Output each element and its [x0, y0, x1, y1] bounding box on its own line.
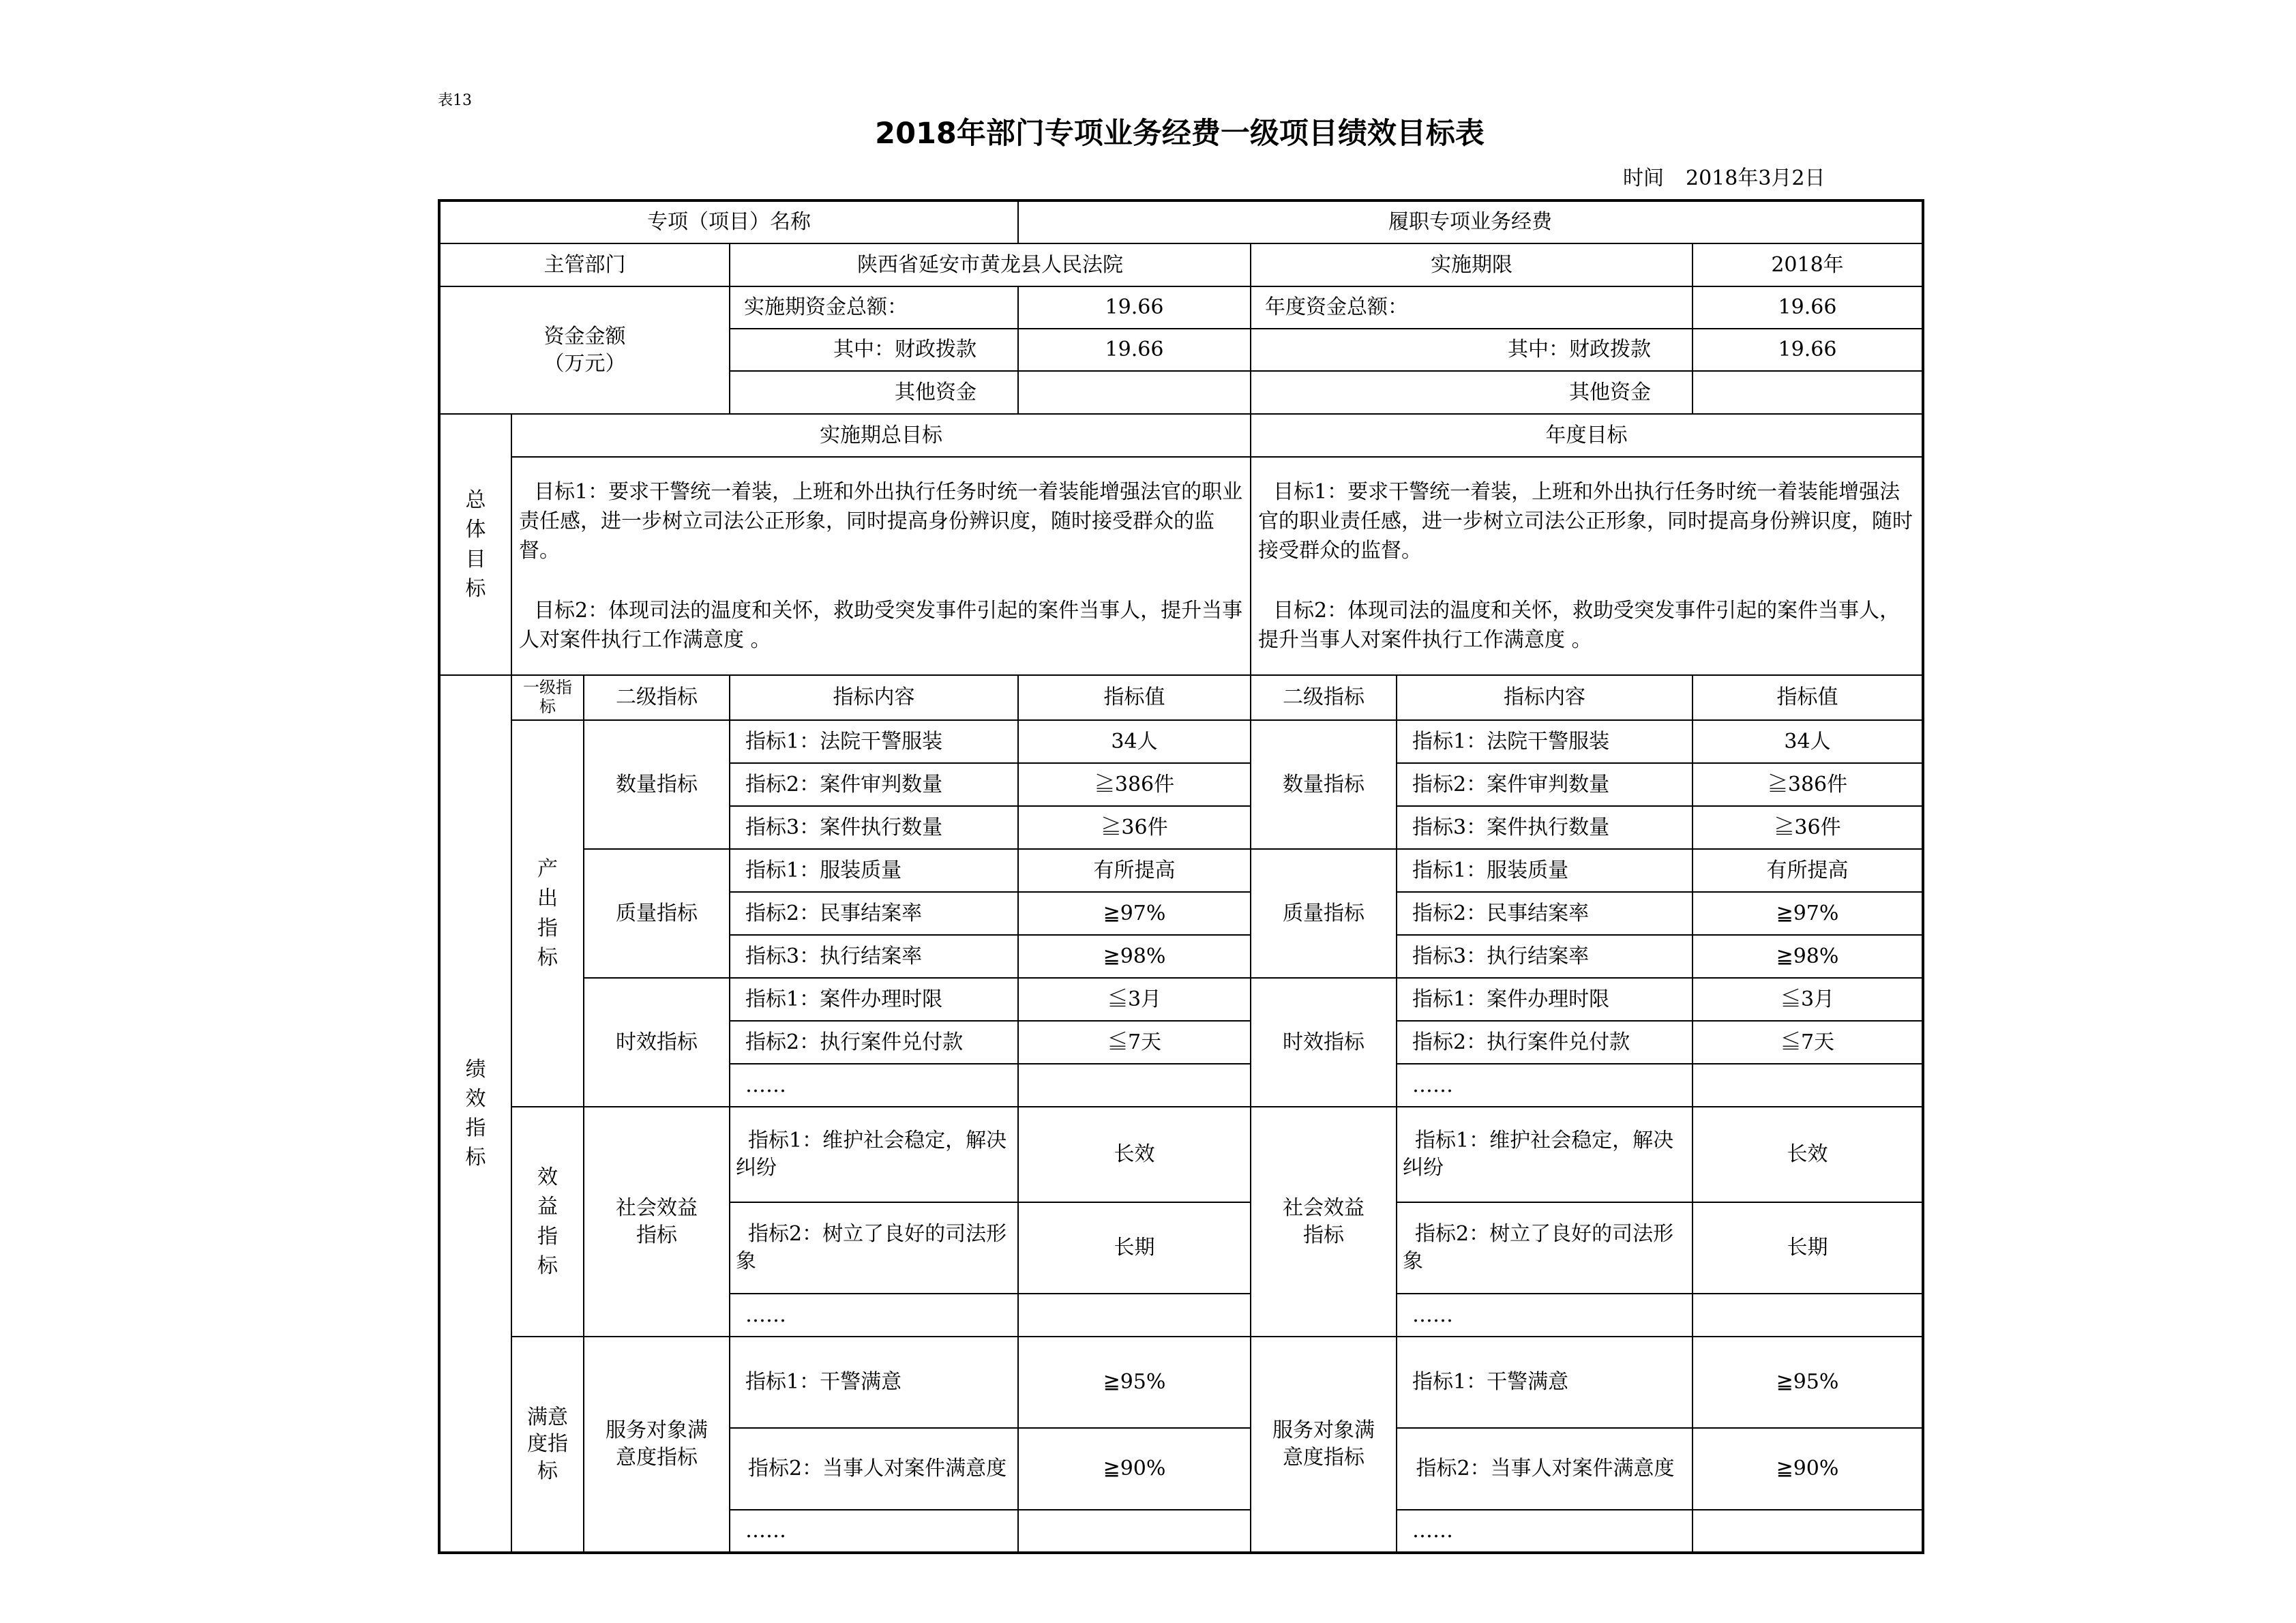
service-label: 服务对象满意度指标 [584, 1337, 730, 1553]
quality-label: 质量指标 [584, 849, 730, 978]
indicator-value: 长效 [1693, 1107, 1923, 1202]
fiscal-annual-label: 其中：财政拨款 [1251, 329, 1693, 371]
indicator-content: 指标3：案件执行数量 [730, 806, 1018, 849]
overall-goal-section-label: 总体目标 [439, 414, 511, 675]
indicator-content: 指标2：案件审判数量 [1397, 763, 1693, 806]
indicator-content: 指标1：案件办理时限 [1397, 978, 1693, 1021]
col-level1-header: 一级指标 [511, 675, 584, 720]
ellipsis-row: …… [1397, 1510, 1693, 1553]
period-goal-2: 目标2：体现司法的温度和关怀，救助受突发事件引起的案件当事人，提升当事人对案件执行工作满意度 。 [519, 598, 1243, 652]
date-line [1623, 161, 1825, 191]
timeliness-label-annual: 时效指标 [1251, 978, 1397, 1107]
indicator-value: ≧95% [1693, 1337, 1923, 1428]
benefit-indicator-label: 效益指标 [511, 1107, 584, 1337]
performance-target-table [438, 199, 1924, 1554]
dept-value: 陕西省延安市黄龙县人民法院 [730, 243, 1251, 286]
output-indicator-label: 产出指标 [511, 720, 584, 1107]
service-label-annual: 服务对象满意度指标 [1251, 1337, 1397, 1553]
ellipsis-row: …… [1397, 1064, 1693, 1107]
indicator-value: ≧98% [1018, 935, 1251, 978]
annual-goal-1: 目标1：要求干警统一着装，上班和外出执行任务时统一着装能增强法官的职业责任感，进一步树立司法公正形象，同时提高身份辨识度，随时接受群众的监督。 [1258, 480, 1913, 563]
indicator-value: 长期 [1693, 1202, 1923, 1294]
indicator-value: ≧97% [1018, 892, 1251, 935]
indicator-value: ≧386件 [1693, 763, 1923, 806]
indicator-content: 指标1：服装质量 [730, 849, 1018, 892]
annual-total-label: 年度资金总额： [1251, 286, 1693, 329]
indicator-content: 指标2：执行案件兑付款 [730, 1021, 1018, 1064]
col-value-header: 指标值 [1018, 675, 1251, 720]
indicator-value-empty [1018, 1510, 1251, 1553]
indicator-value: ≧386件 [1018, 763, 1251, 806]
quality-label-annual: 质量指标 [1251, 849, 1397, 978]
indicator-content: 指标1：法院干警服装 [1397, 720, 1693, 763]
annual-goal-header: 年度目标 [1251, 414, 1923, 457]
other-period-value [1018, 371, 1251, 414]
col-content-header: 指标内容 [730, 675, 1018, 720]
indicator-value: ≦7天 [1693, 1021, 1923, 1064]
indicator-value: ≧36件 [1693, 806, 1923, 849]
indicator-content: 指标1：案件办理时限 [730, 978, 1018, 1021]
indicator-value-empty [1018, 1064, 1251, 1107]
page-title: 2018年部门专项业务经费一级项目绩效目标表 [875, 117, 1485, 151]
indicator-content: 指标2：树立了良好的司法形象 [730, 1202, 1018, 1294]
quantity-label-annual: 数量指标 [1251, 720, 1397, 849]
indicator-value: ≧36件 [1018, 806, 1251, 849]
date-value: 2018年3月2日 [1686, 166, 1825, 190]
fiscal-period-label: 其中：财政拨款 [730, 329, 1018, 371]
col-level2-header-annual: 二级指标 [1251, 675, 1397, 720]
period-goal-header: 实施期总目标 [511, 414, 1251, 457]
indicator-value: ≧90% [1693, 1428, 1923, 1510]
ellipsis-row: …… [1397, 1294, 1693, 1337]
indicator-content: 指标3：执行结案率 [1397, 935, 1693, 978]
indicator-content: 指标2：民事结案率 [730, 892, 1018, 935]
indicator-value: ≦3月 [1693, 978, 1923, 1021]
indicator-value: ≧97% [1693, 892, 1923, 935]
indicator-value: 34人 [1693, 720, 1923, 763]
period-goal-1: 目标1：要求干警统一着装，上班和外出执行任务时统一着装能增强法官的职业责任感，进一步树立司法公正形象，同时提高身份辨识度，随时接受群众的监督。 [519, 480, 1243, 563]
indicator-content: 指标2：当事人对案件满意度 [730, 1428, 1018, 1510]
indicator-content: 指标2：案件审判数量 [730, 763, 1018, 806]
indicator-value-empty [1693, 1294, 1923, 1337]
indicator-content: 指标3：案件执行数量 [1397, 806, 1693, 849]
indicator-value: 34人 [1018, 720, 1251, 763]
indicator-value: 长期 [1018, 1202, 1251, 1294]
performance-section-label: 绩效指标 [439, 675, 511, 1553]
col-value-header-annual: 指标值 [1693, 675, 1923, 720]
indicator-value: ≦7天 [1018, 1021, 1251, 1064]
period-label: 实施期限 [1251, 243, 1693, 286]
indicator-value: ≦3月 [1018, 978, 1251, 1021]
indicator-content: 指标1：维护社会稳定，解决纠纷 [730, 1107, 1018, 1202]
indicator-content: 指标1：干警满意 [730, 1337, 1018, 1428]
indicator-value-empty [1018, 1294, 1251, 1337]
annual-total-value: 19.66 [1693, 286, 1923, 329]
indicator-value: 有所提高 [1018, 849, 1251, 892]
ellipsis-row: …… [730, 1064, 1018, 1107]
indicator-value: ≧95% [1018, 1337, 1251, 1428]
indicator-content: 指标2：执行案件兑付款 [1397, 1021, 1693, 1064]
date-label: 时间 [1623, 166, 1664, 190]
fiscal-annual-value: 19.66 [1693, 329, 1923, 371]
timeliness-label: 时效指标 [584, 978, 730, 1107]
indicator-content: 指标1：服装质量 [1397, 849, 1693, 892]
other-annual-label: 其他资金 [1251, 371, 1693, 414]
indicator-content: 指标3：执行结案率 [730, 935, 1018, 978]
social-label: 社会效益指标 [584, 1107, 730, 1337]
indicator-content: 指标2：树立了良好的司法形象 [1397, 1202, 1693, 1294]
indicator-value: ≧98% [1693, 935, 1923, 978]
col-content-header-annual: 指标内容 [1397, 675, 1693, 720]
project-name-value: 履职专项业务经费 [1018, 200, 1923, 243]
indicator-value-empty [1693, 1510, 1923, 1553]
indicator-value: ≧90% [1018, 1428, 1251, 1510]
indicator-value-empty [1693, 1064, 1923, 1107]
fiscal-period-value: 19.66 [1018, 329, 1251, 371]
indicator-content: 指标1：法院干警服装 [730, 720, 1018, 763]
other-annual-value [1693, 371, 1923, 414]
fund-label: 资金金额 （万元） [439, 286, 730, 414]
period-value: 2018年 [1693, 243, 1923, 286]
period-goal-text [511, 457, 1251, 675]
other-period-label: 其他资金 [730, 371, 1018, 414]
total-period-value: 19.66 [1018, 286, 1251, 329]
indicator-value: 长效 [1018, 1107, 1251, 1202]
social-label-annual: 社会效益指标 [1251, 1107, 1397, 1337]
total-period-label: 实施期资金总额： [730, 286, 1018, 329]
dept-label: 主管部门 [439, 243, 730, 286]
indicator-value: 有所提高 [1693, 849, 1923, 892]
indicator-content: 指标2：当事人对案件满意度 [1397, 1428, 1693, 1510]
indicator-content: 指标1：维护社会稳定，解决纠纷 [1397, 1107, 1693, 1202]
table-number: 表13 [438, 92, 472, 109]
quantity-label: 数量指标 [584, 720, 730, 849]
indicator-content: 指标2：民事结案率 [1397, 892, 1693, 935]
project-name-label: 专项（项目）名称 [439, 200, 1018, 243]
satisfaction-indicator-label: 满意度指标 [511, 1337, 584, 1553]
indicator-content: 指标1：干警满意 [1397, 1337, 1693, 1428]
ellipsis-row: …… [730, 1294, 1018, 1337]
annual-goal-text [1251, 457, 1923, 675]
ellipsis-row: …… [730, 1510, 1018, 1553]
col-level2-header: 二级指标 [584, 675, 730, 720]
annual-goal-2: 目标2：体现司法的温度和关怀，救助受突发事件引起的案件当事人，提升当事人对案件执行工作满意度 。 [1258, 598, 1900, 652]
